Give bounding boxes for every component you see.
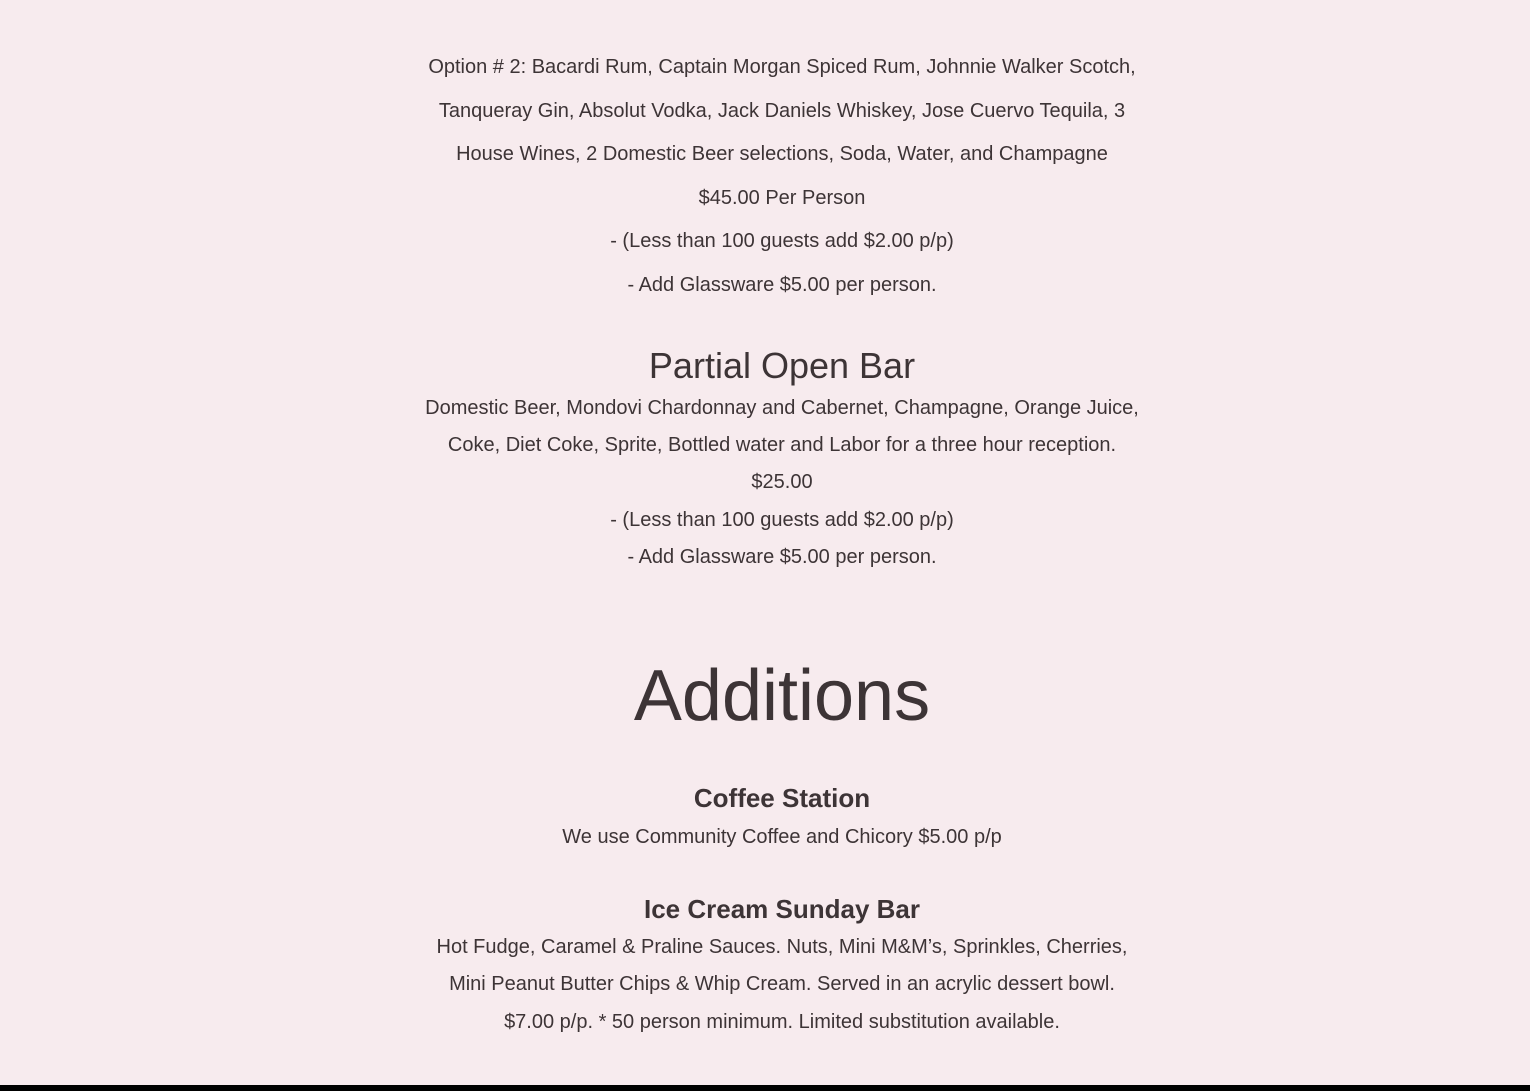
- option2-note-glassware: - Add Glassware $5.00 per person.: [627, 274, 937, 296]
- option2-line-1: Option # 2: Bacardi Rum, Captain Morgan Spiced Rum, Johnnie Walker Scotch,: [428, 56, 1136, 78]
- partial-open-bar-price: $25.00: [751, 471, 813, 493]
- bottom-bar: [0, 1085, 1530, 1091]
- partial-open-bar-title: Partial Open Bar: [648, 345, 916, 386]
- partial-open-bar-line-1: Domestic Beer, Mondovi Chardonnay and Cabernet, Champagne, Orange Juice,: [425, 397, 1139, 419]
- partial-open-bar-line-2: Coke, Diet Coke, Sprite, Bottled water and Labor for a three hour reception.: [447, 434, 1117, 456]
- additions-title: Additions: [633, 656, 931, 736]
- ice-cream-bar-line-1: Hot Fudge, Caramel & Praline Sauces. Nuts, Mini M&M’s, Sprinkles, Cherries,: [436, 936, 1128, 958]
- ice-cream-bar-line-2: Mini Peanut Butter Chips & Whip Cream. Served in an acrylic dessert bowl.: [449, 973, 1115, 995]
- option2-line-2: Tanqueray Gin, Absolut Vodka, Jack Daniels Whiskey, Jose Cuervo Tequila, 3: [438, 100, 1126, 122]
- partial-open-bar-note-less-guests: - (Less than 100 guests add $2.00 p/p): [610, 509, 954, 531]
- option2-line-3: House Wines, 2 Domestic Beer selections, Soda, Water, and Champagne: [456, 143, 1108, 165]
- coffee-station-title: Coffee Station: [693, 783, 871, 813]
- option2-note-less-guests: - (Less than 100 guests add $2.00 p/p): [610, 230, 954, 252]
- ice-cream-bar-title: Ice Cream Sunday Bar: [643, 894, 920, 924]
- coffee-station-description: We use Community Coffee and Chicory $5.00 p/p: [562, 826, 1002, 848]
- partial-open-bar-note-glassware: - Add Glassware $5.00 per person.: [627, 546, 937, 568]
- option2-price: $45.00 Per Person: [698, 187, 866, 209]
- ice-cream-bar-line-3: $7.00 p/p. * 50 person minimum. Limited substitution available.: [504, 1011, 1060, 1033]
